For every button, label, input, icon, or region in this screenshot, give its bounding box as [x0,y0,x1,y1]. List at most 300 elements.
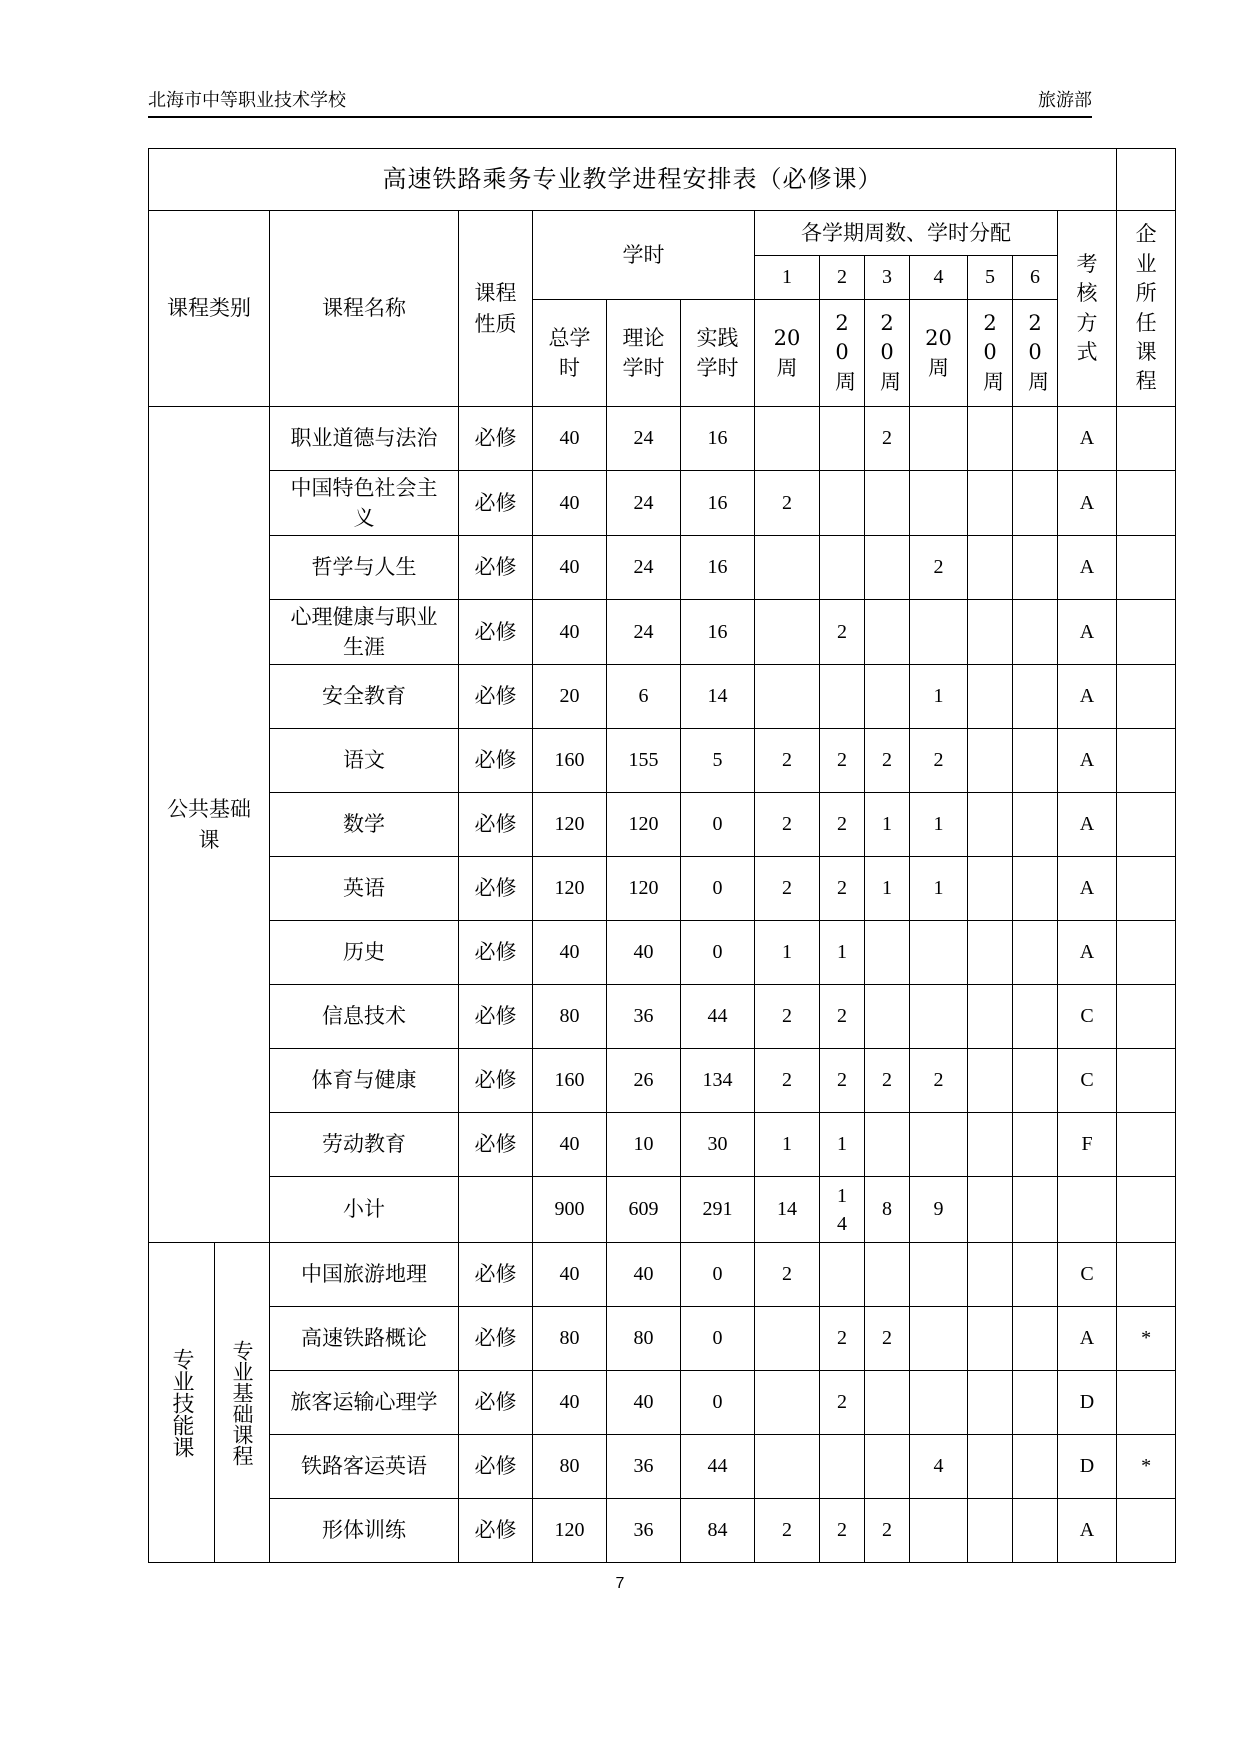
course-name-cell [270,536,459,600]
cell-s4 [910,1307,968,1371]
cell-s3: 2 [865,407,910,471]
table-row [149,1499,1176,1563]
cell-practice: 16 [681,600,755,665]
cell-s5 [968,1049,1013,1113]
cell-theory: 80 [607,1307,681,1371]
cell-ent [1117,1177,1176,1243]
header-course-nature [459,211,533,407]
header-theory-hours [607,300,681,407]
cell-s2 [820,1177,865,1243]
cell-theory: 24 [607,536,681,600]
cell-exam: A [1058,600,1117,665]
table-row [149,1243,1176,1307]
semester-6: 6 [1013,256,1058,300]
weeks-2-text: 20周 [835,310,856,394]
table-row [149,1049,1176,1113]
course-name: 高速铁路概论 [301,1326,427,1351]
cell-s4 [910,1113,968,1177]
cell-ent [1117,1049,1176,1113]
cell-total: 40 [533,407,607,471]
cell-s1: 2 [755,1049,820,1113]
cell-ent [1117,1371,1176,1435]
cell-s3 [865,1371,910,1435]
cell-s6 [1013,1435,1058,1499]
cell-s1: 2 [755,1499,820,1563]
subcategory-professional-basic-text: 专业基础课程 [230,1339,255,1466]
cell-s3 [865,1435,910,1499]
cell-s4: 2 [910,729,968,793]
cell-ent [1117,1243,1176,1307]
cell-s4 [910,1243,968,1307]
cell-exam: C [1058,1049,1117,1113]
cell-exam: C [1058,1243,1117,1307]
table-row [149,921,1176,985]
cell-s4 [910,600,968,665]
cell-s1: 1 [755,921,820,985]
cell-s3: 8 [865,1177,910,1243]
course-name-cell [270,471,459,536]
cell-s5 [968,1499,1013,1563]
course-name: 安全教育 [322,684,406,709]
cell-total: 120 [533,857,607,921]
table-row [149,729,1176,793]
cell-theory: 155 [607,729,681,793]
course-name: 劳动教育 [322,1132,406,1157]
cell-nature: 必修 [459,407,533,471]
cell-s4 [910,921,968,985]
cell-s4: 4 [910,1435,968,1499]
table-row [149,665,1176,729]
cell-s5 [968,1113,1013,1177]
cell-ent [1117,600,1176,665]
cell-practice: 0 [681,921,755,985]
weeks-4-text: 20周 [925,325,952,380]
table-row [149,793,1176,857]
table-row [149,857,1176,921]
cell-s3 [865,921,910,985]
cell-s4 [910,471,968,536]
course-name-cell [270,1307,459,1371]
cell-s2-text: 14 [837,1184,847,1235]
cell-nature: 必修 [459,471,533,536]
course-name-cell [270,921,459,985]
cell-exam: A [1058,1307,1117,1371]
header-category: 课程类别 [149,211,270,407]
cell-theory: 36 [607,985,681,1049]
cell-theory: 40 [607,921,681,985]
header-course-name: 课程名称 [270,211,459,407]
cell-theory: 24 [607,600,681,665]
cell-theory: 6 [607,665,681,729]
weeks-5 [968,300,1013,407]
cell-s3: 2 [865,729,910,793]
cell-theory: 24 [607,471,681,536]
course-name-cell [270,985,459,1049]
cell-s5 [968,985,1013,1049]
cell-nature: 必修 [459,600,533,665]
cell-total: 40 [533,536,607,600]
cell-exam: A [1058,1499,1117,1563]
course-name: 哲学与人生 [311,555,417,580]
course-name-cell [270,1243,459,1307]
cell-s4: 2 [910,536,968,600]
cell-s1 [755,536,820,600]
cell-s6 [1013,665,1058,729]
cell-exam: A [1058,793,1117,857]
cell-s1: 2 [755,985,820,1049]
cell-s2 [820,1435,865,1499]
cell-s4: 2 [910,1049,968,1113]
category-professional-skill-text: 专业技能课 [169,1347,195,1458]
cell-s5 [968,729,1013,793]
cell-nature [459,1177,533,1243]
cell-practice: 0 [681,1243,755,1307]
header-exam-method-text: 考核方式 [1076,251,1098,364]
cell-ent: * [1117,1435,1176,1499]
header-enterprise-course [1117,211,1176,407]
cell-s3 [865,1243,910,1307]
table-row [149,985,1176,1049]
course-name-cell [270,1113,459,1177]
subcategory-professional-basic [215,1243,270,1563]
cell-theory: 10 [607,1113,681,1177]
weeks-1-text: 20周 [773,325,801,380]
header-total-hours [533,300,607,407]
cell-s4 [910,1371,968,1435]
cell-theory: 609 [607,1177,681,1243]
cell-s1: 2 [755,471,820,536]
cell-s3 [865,536,910,600]
course-name: 英语 [343,876,385,901]
header-semester-alloc: 各学期周数、学时分配 [755,211,1058,256]
course-name-cell [270,600,459,665]
table-row [149,1177,1176,1243]
page-number: 7 [615,1575,625,1592]
cell-s2: 2 [820,793,865,857]
weeks-6 [1013,300,1058,407]
cell-ent [1117,857,1176,921]
cell-exam: A [1058,536,1117,600]
course-name: 铁路客运英语 [301,1454,427,1479]
header-total-hours-text: 总学时 [548,325,591,380]
cell-s6 [1013,600,1058,665]
cell-nature: 必修 [459,1499,533,1563]
cell-s5 [968,1435,1013,1499]
cell-practice: 0 [681,793,755,857]
cell-s6 [1013,921,1058,985]
cell-exam: D [1058,1371,1117,1435]
cell-s2: 2 [820,600,865,665]
course-name: 数学 [343,812,385,837]
cell-ent [1117,536,1176,600]
cell-s6 [1013,729,1058,793]
page-header [148,86,1092,118]
semester-4: 4 [910,256,968,300]
cell-s2: 2 [820,985,865,1049]
table-row [149,600,1176,665]
cell-ent [1117,407,1176,471]
cell-s3 [865,600,910,665]
cell-s6 [1013,1177,1058,1243]
category-public-basic [149,407,270,1243]
cell-s2: 2 [820,1371,865,1435]
cell-total: 900 [533,1177,607,1243]
cell-nature: 必修 [459,793,533,857]
category-professional-skill [149,1243,215,1563]
cell-s6 [1013,471,1058,536]
cell-nature: 必修 [459,1049,533,1113]
cell-practice: 5 [681,729,755,793]
cell-theory: 24 [607,407,681,471]
cell-s4: 1 [910,793,968,857]
cell-practice: 291 [681,1177,755,1243]
cell-s5 [968,1243,1013,1307]
course-name-cell [270,665,459,729]
cell-s5 [968,1307,1013,1371]
cell-theory: 40 [607,1371,681,1435]
cell-practice: 14 [681,665,755,729]
table-row [149,471,1176,536]
cell-practice: 16 [681,536,755,600]
cell-total: 80 [533,1435,607,1499]
cell-s4: 9 [910,1177,968,1243]
course-name-cell [270,793,459,857]
cell-practice: 16 [681,471,755,536]
cell-total: 40 [533,1371,607,1435]
weeks-6-text: 20周 [1028,310,1049,394]
table-row [149,407,1176,471]
cell-practice: 16 [681,407,755,471]
cell-s1: 2 [755,793,820,857]
cell-s1: 2 [755,1243,820,1307]
header-enterprise-course-text: 企业所任课程 [1135,222,1157,394]
cell-s1: 1 [755,1113,820,1177]
cell-s3: 2 [865,1499,910,1563]
title-side-cell [1117,149,1176,211]
cell-total: 40 [533,921,607,985]
weeks-5-text: 20周 [983,310,1004,394]
cell-total: 120 [533,1499,607,1563]
semester-3: 3 [865,256,910,300]
cell-s2 [820,536,865,600]
cell-exam: D [1058,1435,1117,1499]
cell-s2 [820,471,865,536]
course-name-cell [270,857,459,921]
table-row [149,1307,1176,1371]
cell-s3: 1 [865,857,910,921]
school-name: 北海市中等职业技术学校 [148,90,346,111]
cell-total: 80 [533,1307,607,1371]
weeks-4 [910,300,968,407]
cell-exam: A [1058,471,1117,536]
cell-total: 40 [533,1113,607,1177]
cell-total: 40 [533,471,607,536]
cell-s2: 2 [820,857,865,921]
course-name: 形体训练 [322,1518,406,1543]
cell-s6 [1013,1499,1058,1563]
course-name: 信息技术 [322,1004,406,1029]
cell-s1 [755,665,820,729]
cell-exam: A [1058,729,1117,793]
cell-s5 [968,536,1013,600]
cell-total: 20 [533,665,607,729]
cell-exam: F [1058,1113,1117,1177]
cell-s1: 14 [755,1177,820,1243]
cell-practice: 84 [681,1499,755,1563]
course-name-cell [270,1371,459,1435]
cell-theory: 40 [607,1243,681,1307]
cell-s4 [910,1499,968,1563]
cell-s4 [910,985,968,1049]
course-name: 体育与健康 [311,1068,417,1093]
table-row [149,1371,1176,1435]
department-name: 旅游部 [1038,90,1092,111]
cell-ent [1117,665,1176,729]
cell-nature: 必修 [459,985,533,1049]
cell-theory: 36 [607,1499,681,1563]
header-course-nature-text: 课程性质 [474,281,517,336]
cell-ent [1117,921,1176,985]
cell-nature: 必修 [459,1307,533,1371]
cell-s1: 2 [755,729,820,793]
cell-s6 [1013,1243,1058,1307]
cell-s3: 2 [865,1307,910,1371]
cell-ent [1117,985,1176,1049]
cell-practice: 30 [681,1113,755,1177]
table-title: 高速铁路乘务专业教学进程安排表（必修课） [149,149,1117,211]
cell-s2 [820,407,865,471]
cell-practice: 0 [681,1307,755,1371]
course-name-cell [270,1435,459,1499]
cell-theory: 120 [607,857,681,921]
semester-1: 1 [755,256,820,300]
cell-s2: 2 [820,1307,865,1371]
weeks-2 [820,300,865,407]
cell-s5 [968,600,1013,665]
semester-2: 2 [820,256,865,300]
course-name: 小计 [343,1197,385,1222]
cell-ent [1117,1499,1176,1563]
cell-s2: 1 [820,921,865,985]
cell-s2: 2 [820,1499,865,1563]
cell-s6 [1013,857,1058,921]
course-name: 语文 [343,748,385,773]
cell-s5 [968,921,1013,985]
course-name: 中国特色社会主义 [290,475,438,530]
course-name: 中国旅游地理 [301,1262,427,1287]
cell-s2: 2 [820,729,865,793]
cell-s6 [1013,793,1058,857]
cell-exam: A [1058,665,1117,729]
cell-s3: 2 [865,1049,910,1113]
weeks-3 [865,300,910,407]
cell-s5 [968,407,1013,471]
cell-s3 [865,665,910,729]
course-name-cell [270,1049,459,1113]
cell-s5 [968,857,1013,921]
cell-s4: 1 [910,665,968,729]
cell-s1 [755,1371,820,1435]
course-schedule-table [148,148,1176,1563]
cell-s5 [968,471,1013,536]
cell-ent [1117,729,1176,793]
cell-exam: A [1058,407,1117,471]
semester-5: 5 [968,256,1013,300]
cell-s1: 2 [755,857,820,921]
header-hours: 学时 [533,211,755,300]
cell-s3 [865,471,910,536]
cell-s5 [968,1371,1013,1435]
cell-nature: 必修 [459,1435,533,1499]
cell-practice: 0 [681,857,755,921]
header-exam-method [1058,211,1117,407]
cell-s1 [755,1435,820,1499]
cell-theory: 26 [607,1049,681,1113]
header-practice-hours [681,300,755,407]
cell-theory: 36 [607,1435,681,1499]
cell-s6 [1013,1049,1058,1113]
cell-practice: 0 [681,1371,755,1435]
cell-total: 80 [533,985,607,1049]
cell-s2: 1 [820,1113,865,1177]
course-name: 心理健康与职业生涯 [290,604,438,659]
cell-s3 [865,985,910,1049]
course-name-cell [270,1177,459,1243]
cell-s2 [820,1243,865,1307]
cell-exam: A [1058,857,1117,921]
cell-total: 160 [533,1049,607,1113]
cell-s1 [755,600,820,665]
course-name-cell [270,407,459,471]
header-theory-hours-text: 理论学时 [622,325,665,380]
course-name-cell [270,729,459,793]
cell-s6 [1013,536,1058,600]
header-practice-hours-text: 实践学时 [696,325,739,380]
cell-s6 [1013,985,1058,1049]
cell-s4 [910,407,968,471]
cell-theory: 120 [607,793,681,857]
cell-ent [1117,1113,1176,1177]
cell-s2 [820,665,865,729]
course-name: 历史 [343,940,385,965]
cell-total: 160 [533,729,607,793]
cell-nature: 必修 [459,536,533,600]
cell-exam: A [1058,921,1117,985]
cell-nature: 必修 [459,729,533,793]
table-row [149,1113,1176,1177]
cell-s6 [1013,1307,1058,1371]
cell-total: 40 [533,1243,607,1307]
cell-s6 [1013,1113,1058,1177]
table-row [149,1435,1176,1499]
cell-practice: 44 [681,1435,755,1499]
cell-exam [1058,1177,1117,1243]
cell-s3 [865,1113,910,1177]
cell-s5 [968,665,1013,729]
cell-practice: 134 [681,1049,755,1113]
cell-nature: 必修 [459,1371,533,1435]
cell-ent: * [1117,1307,1176,1371]
cell-s5 [968,793,1013,857]
cell-s3: 1 [865,793,910,857]
cell-s1 [755,407,820,471]
cell-exam: C [1058,985,1117,1049]
cell-practice: 44 [681,985,755,1049]
weeks-3-text: 20周 [880,310,901,394]
cell-total: 40 [533,600,607,665]
cell-s6 [1013,407,1058,471]
cell-total: 120 [533,793,607,857]
